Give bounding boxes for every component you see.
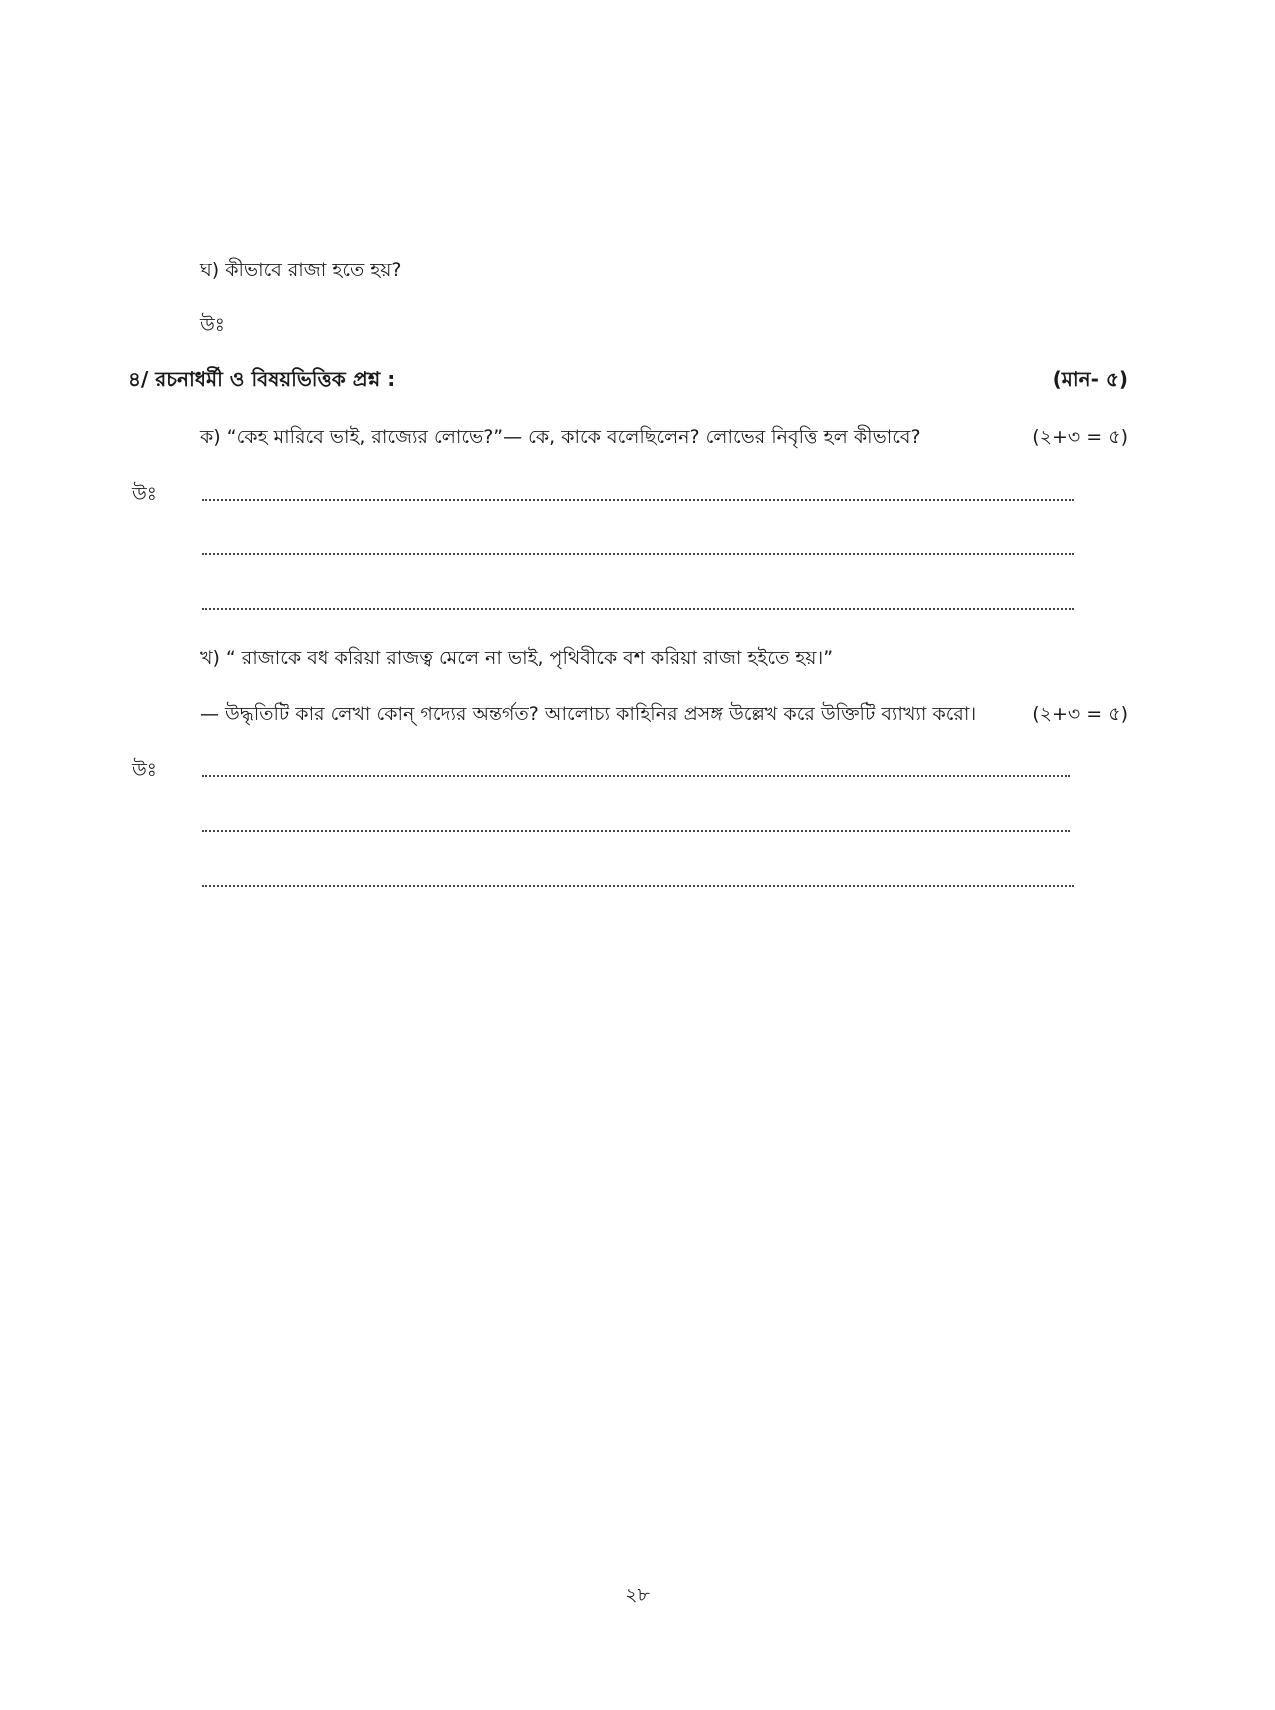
answer-label-kha: উঃ: [132, 759, 157, 781]
section-marks: (মান- ৫): [1052, 367, 1128, 391]
question-gha: ঘ) কীভাবে রাজা হতে হয়?: [200, 259, 402, 281]
answer-line[interactable]: [202, 885, 1074, 887]
question-kha: — উদ্ধৃতিটি কার লেখা কোন্ গদ্যের অন্তর্গত? আলোচ্য কাহিনির প্রসঙ্গ উল্লেখ করে উক্তিটি ব্যাখ্যা করো।: [200, 703, 977, 725]
answer-label-ka: উঃ: [132, 483, 157, 505]
question-ka: ক) “কেহ মারিবে ভাই, রাজ্যের লোভে?”— কে, কাকে বলেছিলেন? লোভের নিবৃত্তি হল কীভাবে?: [200, 426, 921, 448]
answer-line[interactable]: [202, 553, 1074, 555]
question-ka-marks: (২+৩ = ৫): [1032, 426, 1128, 448]
answer-line[interactable]: [202, 775, 1070, 777]
answer-line[interactable]: [202, 608, 1074, 610]
answer-label-gha: উঃ: [200, 314, 225, 336]
answer-line[interactable]: [202, 499, 1074, 501]
section-heading: ৪/ রচনাধর্মী ও বিষয়ভিত্তিক প্রশ্ন :: [128, 367, 396, 391]
answer-line[interactable]: [202, 830, 1070, 832]
page-number: ২৮: [625, 1584, 650, 1606]
question-kha-quote: খ) “ রাজাকে বধ করিয়া রাজত্ব মেলে না ভাই, পৃথিবীকে বশ করিয়া রাজা হইতে হয়।”: [200, 647, 834, 669]
question-kha-marks: (২+৩ = ৫): [1032, 703, 1128, 725]
